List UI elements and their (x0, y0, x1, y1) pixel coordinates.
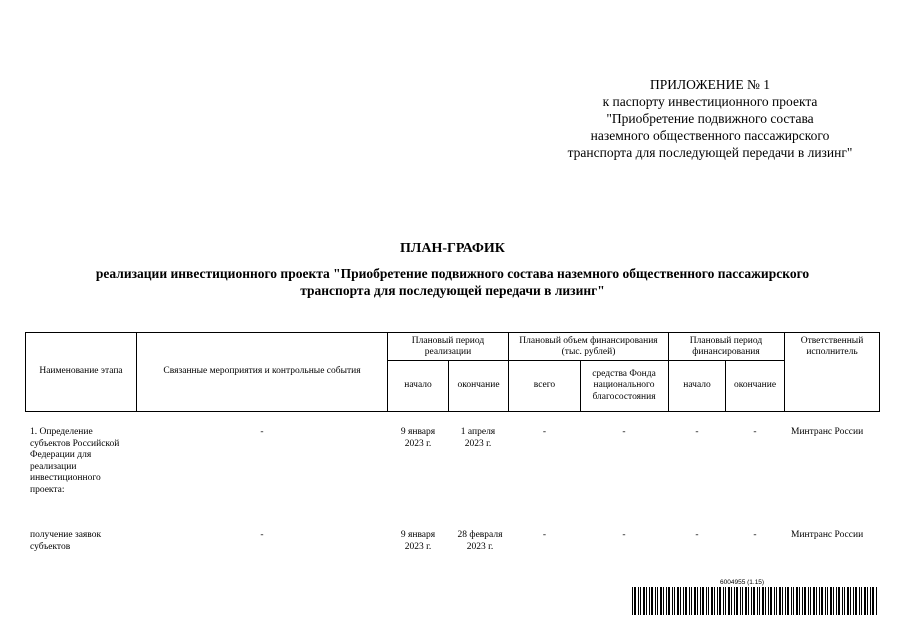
header-end: окончание (457, 380, 500, 391)
appendix-line: "Приобретение подвижного состава (606, 111, 814, 126)
table-header (25, 332, 880, 412)
row-responsible: Минтранс России (791, 530, 864, 540)
appendix-line: к паспорту инвестиционного проекта (602, 94, 818, 109)
row-fin-end: - (753, 530, 757, 540)
header-financing-period: Плановый период финансирования (689, 335, 763, 357)
row-fin-end: - (753, 427, 757, 437)
header-responsible: Ответственный исполнитель (800, 335, 864, 357)
header-fin-start: начало (683, 380, 711, 391)
header-related-events: Связанные мероприятия и контрольные события (163, 366, 361, 377)
row-total: - (542, 427, 547, 437)
row-events: - (260, 427, 264, 437)
row-fund: - (622, 530, 626, 540)
row-events: - (260, 530, 264, 540)
row-start: 9 января 2023 г. (400, 427, 436, 449)
appendix-line: ПРИЛОЖЕНИЕ № 1 (649, 77, 771, 92)
document-subtitle: реализации инвестиционного проекта "Приобретение подвижного состава наземного общественного пассажирского транспорта для последующей передачи в лизинг" (95, 266, 810, 298)
header-fin-end: окончание (733, 380, 777, 391)
row-start: 9 января 2023 г. (400, 530, 436, 552)
row-total: - (542, 530, 547, 540)
appendix-line: транспорта для последующей передачи в лизинг" (567, 145, 853, 160)
header-planned-period: Плановый период реализации (411, 335, 485, 357)
barcode-label: 6004955 (1.15) (720, 579, 765, 586)
row-fin-start: - (695, 427, 699, 437)
row-responsible: Минтранс России (791, 427, 864, 437)
appendix-header (540, 76, 880, 161)
row-stage: 1. Определение субъектов Российской Федерации для реализации инвестиционного проекта: (30, 427, 120, 495)
row-stage: получение заявок субъектов (30, 530, 102, 552)
header-fund: средства Фонда национального благосостояния (592, 368, 656, 402)
document-title: ПЛАН-ГРАФИК (400, 241, 505, 256)
header-start: начало (404, 380, 432, 391)
header-planned-volume: Плановый объем финансирования (тыс. рублей) (519, 335, 658, 357)
row-end: 28 февраля 2023 г. (457, 530, 503, 552)
barcode-icon (632, 587, 880, 615)
row-fin-start: - (695, 530, 699, 540)
row-end: 1 апреля 2023 г. (460, 427, 496, 449)
header-total: всего (533, 380, 556, 391)
header-stage-name: Наименование этапа (39, 366, 123, 377)
appendix-line: наземного общественного пассажирского (590, 128, 830, 143)
row-fund: - (622, 427, 626, 437)
